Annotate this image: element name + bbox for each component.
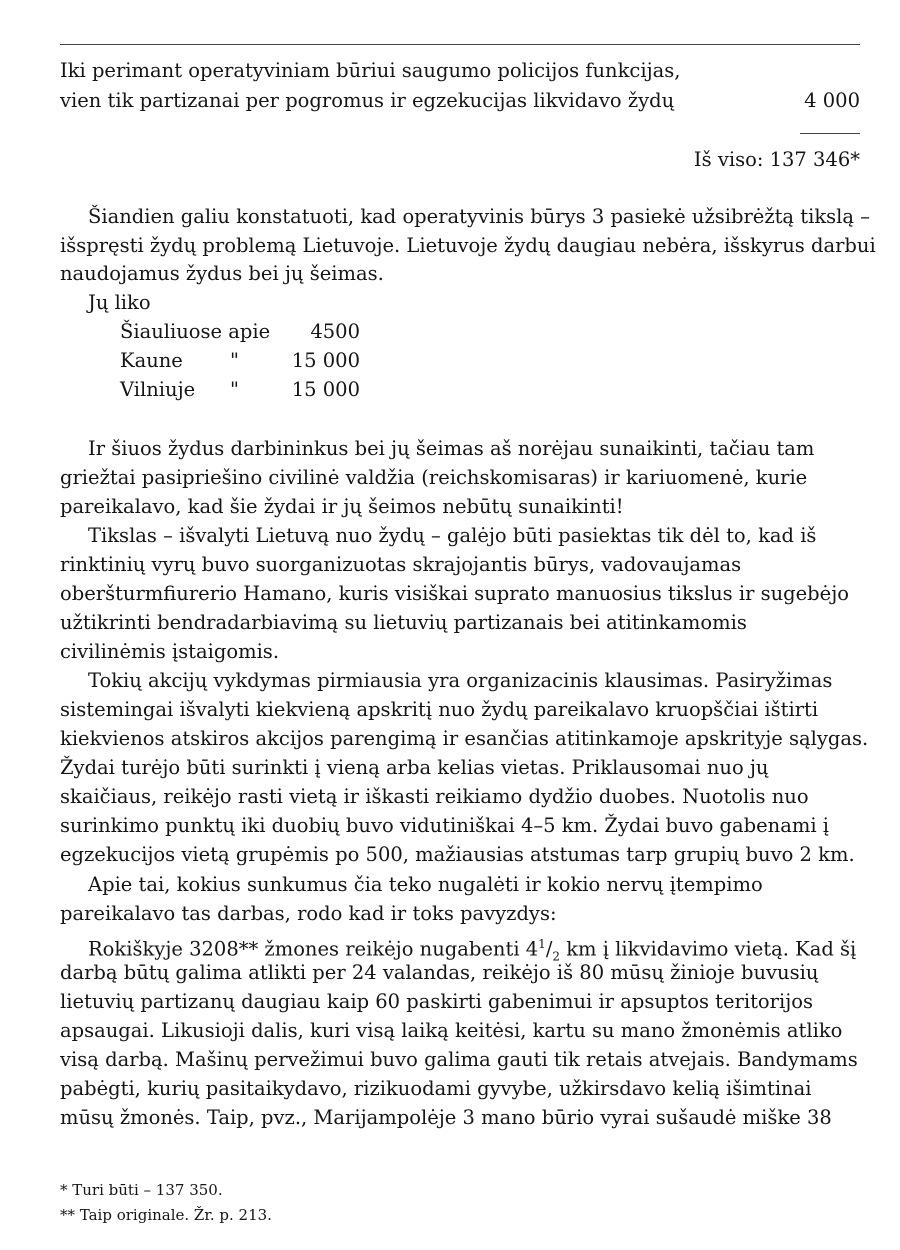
para3-line-1: Tikslas – išvalyti Lietuvą nuo žydų – galėjo būti pasiektas tik dėl to, kad iš	[88, 524, 817, 547]
para3-line-3: oberšturmfiurerio Hamano, kuris visiškai suprato manuosius tikslus ir sugebėjo	[60, 582, 849, 605]
para6-text-start: Rokiškyje 3208** žmones reikėjo nugabenti 4	[88, 937, 539, 961]
document-page	[60, 0, 876, 1250]
para6-text-end: km į likvidavimo vietą. Kad šį	[560, 937, 857, 961]
intro-line-2: vien tik partizanai per pogromus ir egzekucijas likvidavo žydų	[60, 89, 675, 112]
remaining-label: Jų liko	[88, 291, 151, 314]
para5-line-2: pareikalavo tas darbas, rodo kad ir toks pavyzdys:	[60, 902, 557, 925]
para1-line-2: išspręsti žydų problemą Lietuvoje. Lietuvoje žydų daugiau nebėra, išskyrus darbui	[60, 234, 876, 257]
table-row-ditto: "	[230, 349, 239, 372]
para2-line-1: Ir šiuos žydus darbininkus bei jų šeimas aš norėjau sunaikinti, tačiau tam	[88, 437, 815, 460]
para6-line-2: darbą būtų galima atlikti per 24 valandas, reikėjo iš 80 mūsų žinioje buvusių	[60, 961, 819, 984]
intro-value: 4 000	[804, 89, 860, 112]
fraction-numerator: 1	[538, 937, 546, 951]
para6-line-6: pabėgti, kurių pasitaikydavo, rizikuodami gyvybe, užkirsdavo kelią išimtinai	[60, 1077, 812, 1100]
para4-line-2: sistemingai išvalyti kiekvieną apskritį nuo žydų pareikalavo kruopščiai ištirti	[60, 698, 819, 721]
para3-line-5: civilinėmis įstaigomis.	[60, 640, 280, 663]
para1-line-1: Šiandien galiu konstatuoti, kad operatyvinis būrys 3 pasiekė užsibrėžtą tikslą –	[88, 205, 870, 228]
table-row-ditto: "	[230, 378, 239, 401]
footnote-1: * Turi būti – 137 350.	[60, 1181, 223, 1199]
para4-line-1: Tokių akcijų vykdymas pirmiausia yra organizacinis klausimas. Pasiryžimas	[88, 669, 833, 692]
para1-line-3: naudojamus žydus bei jų šeimas.	[60, 262, 384, 285]
intro-line-1: Iki perimant operatyviniam būriui saugumo policijos funkcijas,	[60, 59, 681, 82]
table-row-value: 15 000	[291, 378, 360, 401]
total-line: Iš viso: 137 346*	[693, 148, 860, 171]
para4-line-4: Žydai turėjo būti surinkti į vieną arba kelias vietas. Priklausomai nuo jų	[60, 756, 769, 779]
para2-line-2: griežtai pasipriešino civilinė valdžia (reichskomisaras) ir kariuomenė, kurie	[60, 466, 808, 489]
para6-line-5: visą darbą. Mašinų pervežimui buvo galima gauti tik retais atvejais. Bandymams	[60, 1048, 858, 1071]
top-rule	[60, 44, 860, 45]
table-row-city: Šiauliuose apie	[120, 320, 271, 343]
para6-line-3: lietuvių partizanų daugiau kaip 60 paskirti gabenimui ir apsuptos teritorijos	[60, 990, 814, 1013]
para4-line-7: egzekucijos vietą grupėmis po 500, mažiausias atstumas tarp grupių buvo 2 km.	[60, 843, 855, 866]
para4-line-6: surinkimo punktų iki duobių buvo vidutiniškai 4–5 km. Žydai buvo gabenami į	[60, 814, 830, 837]
sum-rule	[800, 133, 860, 134]
table-row-city: Kaune	[120, 349, 183, 372]
para3-line-2: rinktinių vyrų buvo suorganizuotas skrajojantis būrys, vadovaujamas	[60, 553, 742, 576]
para4-line-5: skaičiaus, reikėjo rasti vietą ir iškasti reikiamo dydžio duobes. Nuotolis nuo	[60, 785, 809, 808]
fraction-denominator: 2	[552, 949, 561, 964]
para6-line-7: mūsų žmonės. Taip, pvz., Marijampolėje 3 mano būrio vyrai sušaudė miške 38	[60, 1106, 832, 1129]
table-row-value: 15 000	[291, 349, 360, 372]
table-row-city: Vilniuje	[120, 378, 196, 401]
para5-line-1: Apie tai, kokius sunkumus čia teko nugalėti ir kokio nervų įtempimo	[88, 873, 763, 896]
para3-line-4: užtikrinti bendradarbiavimą su lietuvių partizanais bei atitinkamomis	[60, 611, 747, 634]
para6-line-4: apsaugai. Likusioji dalis, kuri visą laiką keitėsi, kartu su mano žmonėmis atliko	[60, 1019, 843, 1042]
fraction-slash: /	[545, 937, 553, 961]
para2-line-3: pareikalavo, kad šie žydai ir jų šeimos nebūtų sunaikinti!	[60, 495, 624, 518]
footnote-2: ** Taip originale. Žr. p. 213.	[60, 1206, 272, 1224]
table-row-value: 4500	[310, 320, 360, 343]
para4-line-3: kiekvienos atskiros akcijos parengimą ir esančias atitinkamoje apskrityje sąlygas.	[60, 727, 869, 750]
